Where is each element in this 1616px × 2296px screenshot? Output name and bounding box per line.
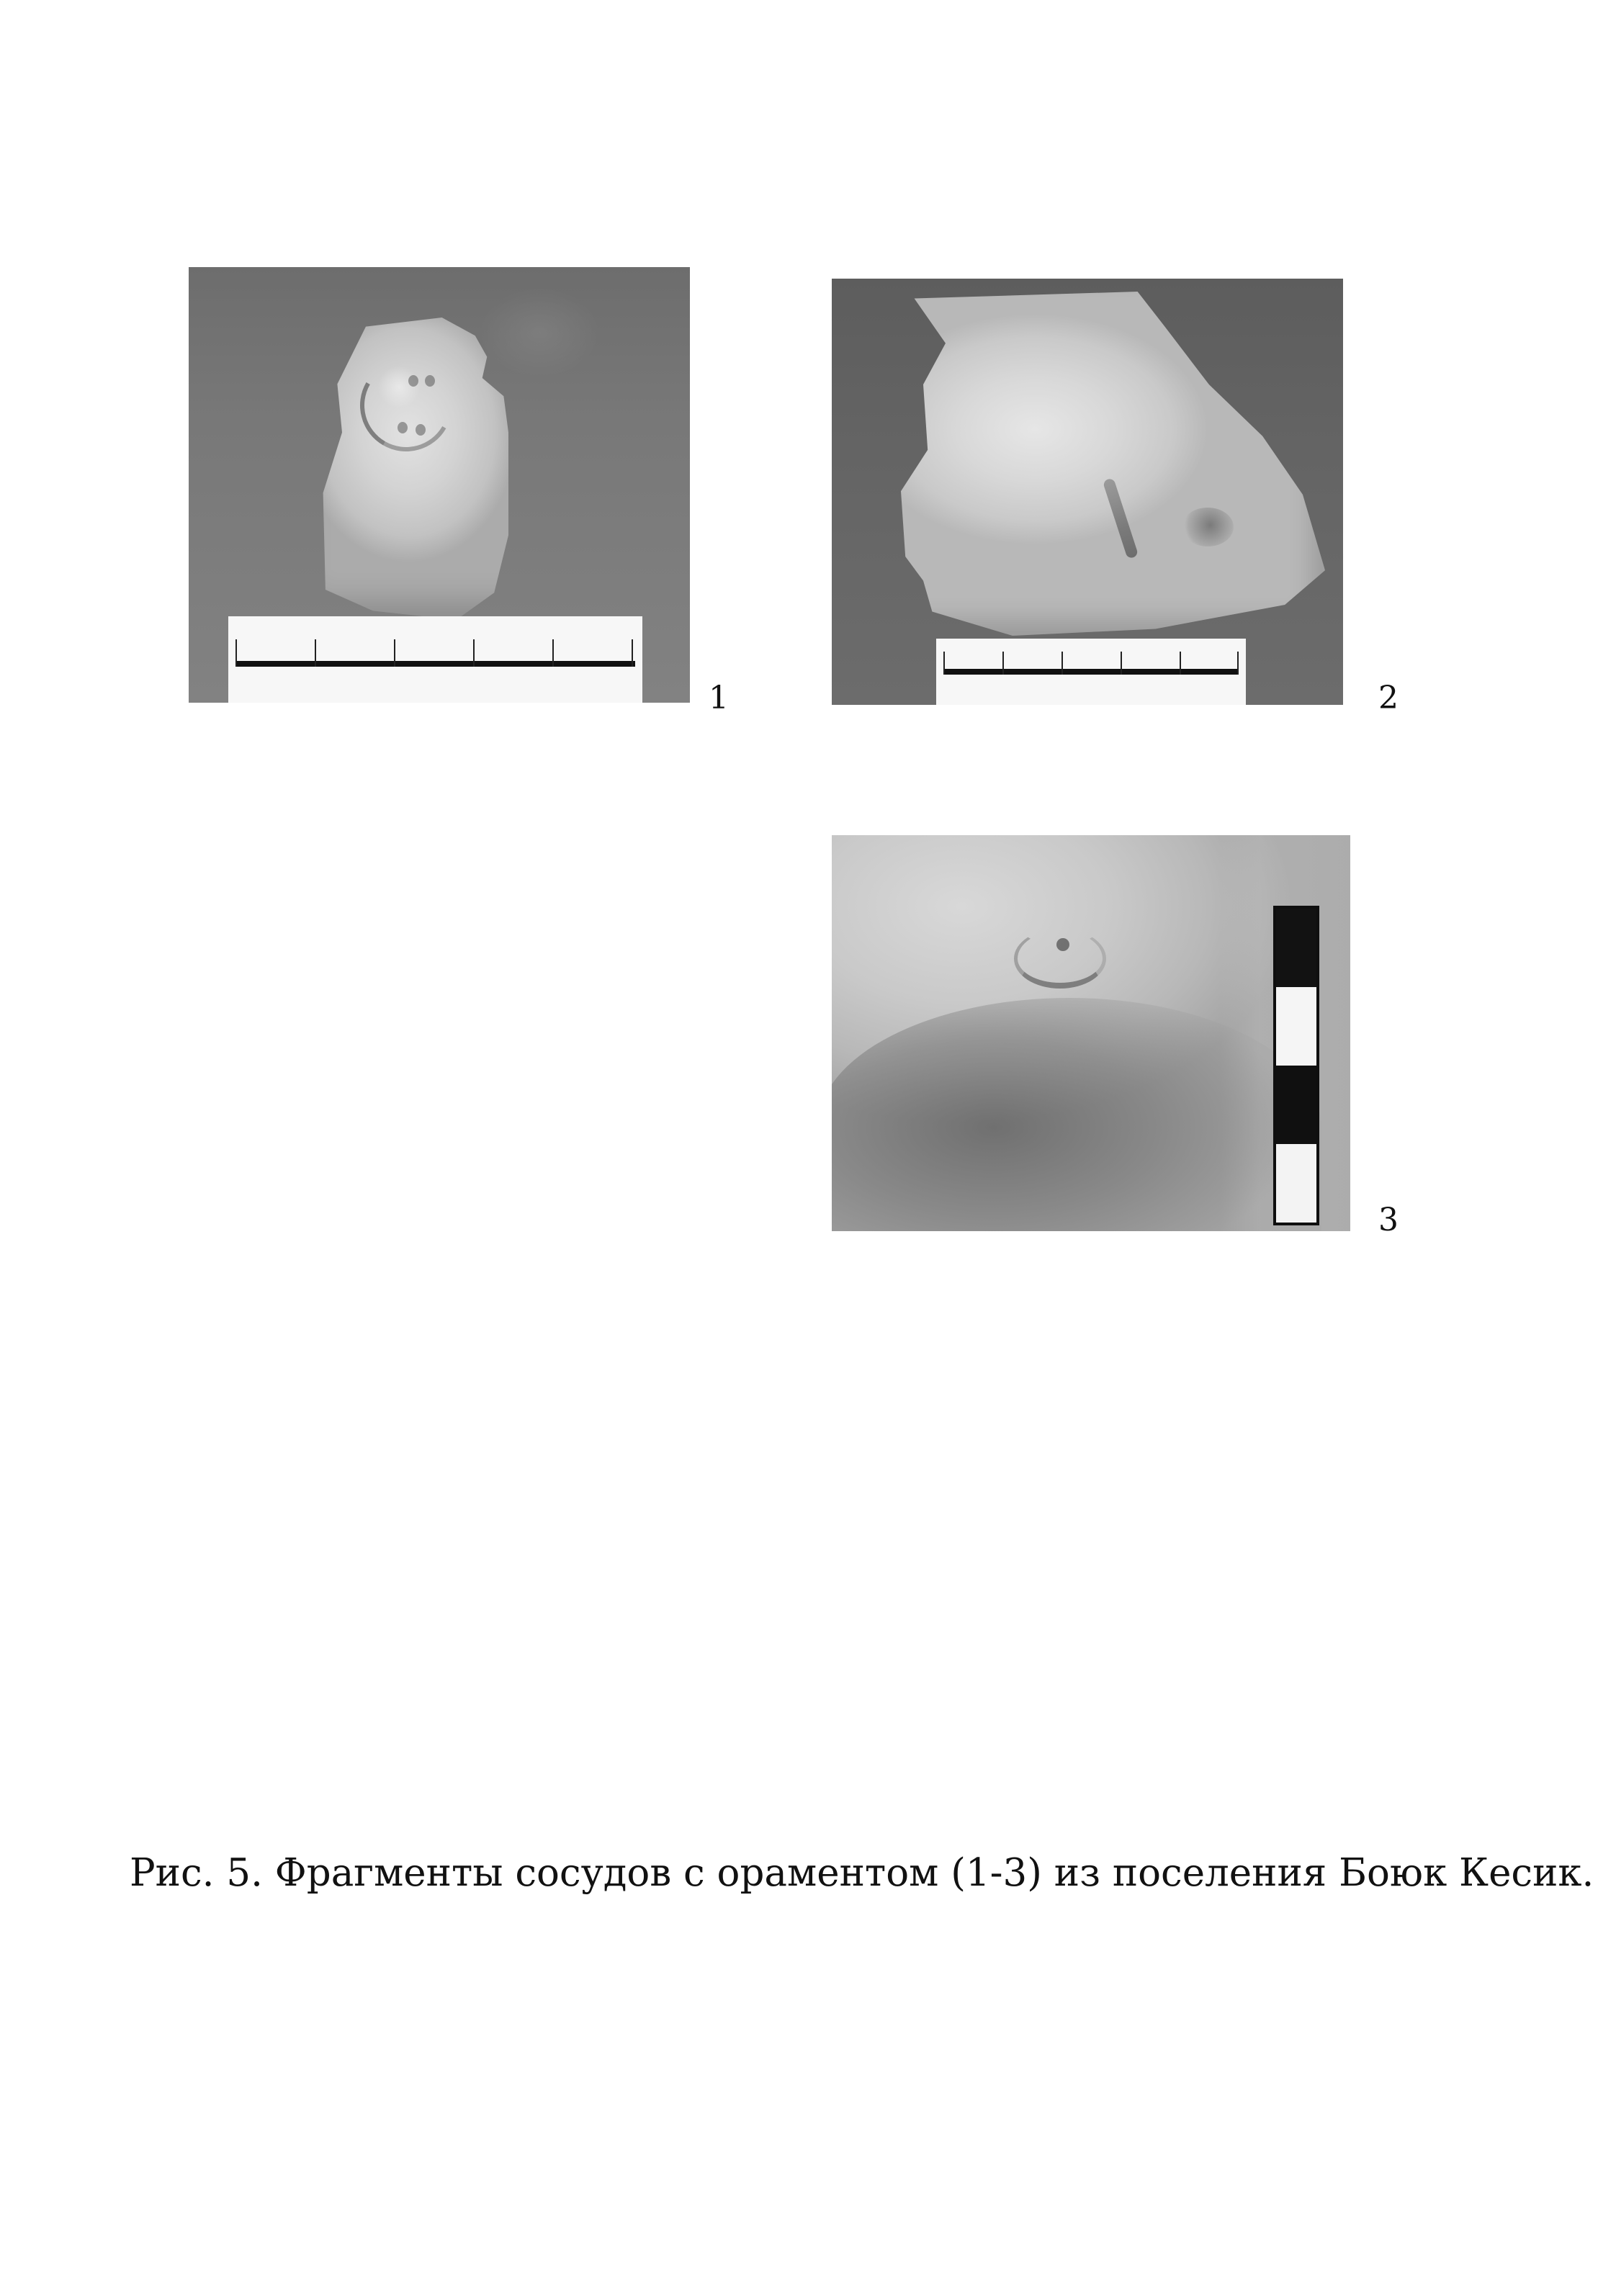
scale-tick xyxy=(552,639,554,667)
impressed-dot-ornament xyxy=(408,375,418,387)
stamped-dot-ornament xyxy=(1056,938,1069,951)
impressed-dot-ornament xyxy=(416,424,426,436)
fragment-photo-1 xyxy=(189,267,690,703)
fragment-photo-2 xyxy=(832,279,1343,705)
figure-number-3: 3 xyxy=(1378,1202,1399,1238)
measurement-scale-2 xyxy=(936,639,1246,705)
scale-tick xyxy=(1002,652,1004,675)
scale-tick xyxy=(394,639,395,667)
scale-tick xyxy=(473,639,475,667)
scale-tick xyxy=(1061,652,1063,675)
figure-caption: Рис. 5. Фрагменты сосудов с ораментом (1-3) из поселения Боюк Кесик. xyxy=(130,1851,1594,1895)
scale-tick xyxy=(1121,652,1122,675)
scale-segment-dark xyxy=(1276,1066,1316,1144)
pottery-sherd-1 xyxy=(318,318,556,620)
pottery-sherd-2 xyxy=(879,292,1325,636)
scale-tick xyxy=(315,639,316,667)
scale-bar-line xyxy=(235,661,635,667)
scale-bar-line xyxy=(943,669,1239,675)
scale-segment-light xyxy=(1276,1144,1316,1223)
round-impression-ornament xyxy=(1182,508,1234,546)
vertical-measurement-scale xyxy=(1273,906,1319,1225)
stamped-ornament xyxy=(1014,929,1106,989)
scale-tick xyxy=(943,652,945,675)
figure-number-2: 2 xyxy=(1378,680,1399,716)
measurement-scale-1 xyxy=(228,616,642,703)
fragment-photo-3 xyxy=(832,835,1350,1231)
figure-number-1: 1 xyxy=(709,680,729,716)
impressed-dot-ornament xyxy=(425,375,435,387)
scale-segment-light xyxy=(1276,987,1316,1066)
scale-segment-dark xyxy=(1276,909,1316,987)
impressed-dot-ornament xyxy=(398,422,408,433)
scale-tick xyxy=(1180,652,1181,675)
scale-tick xyxy=(632,639,633,667)
scale-tick xyxy=(1237,652,1239,675)
scale-tick xyxy=(235,639,237,667)
